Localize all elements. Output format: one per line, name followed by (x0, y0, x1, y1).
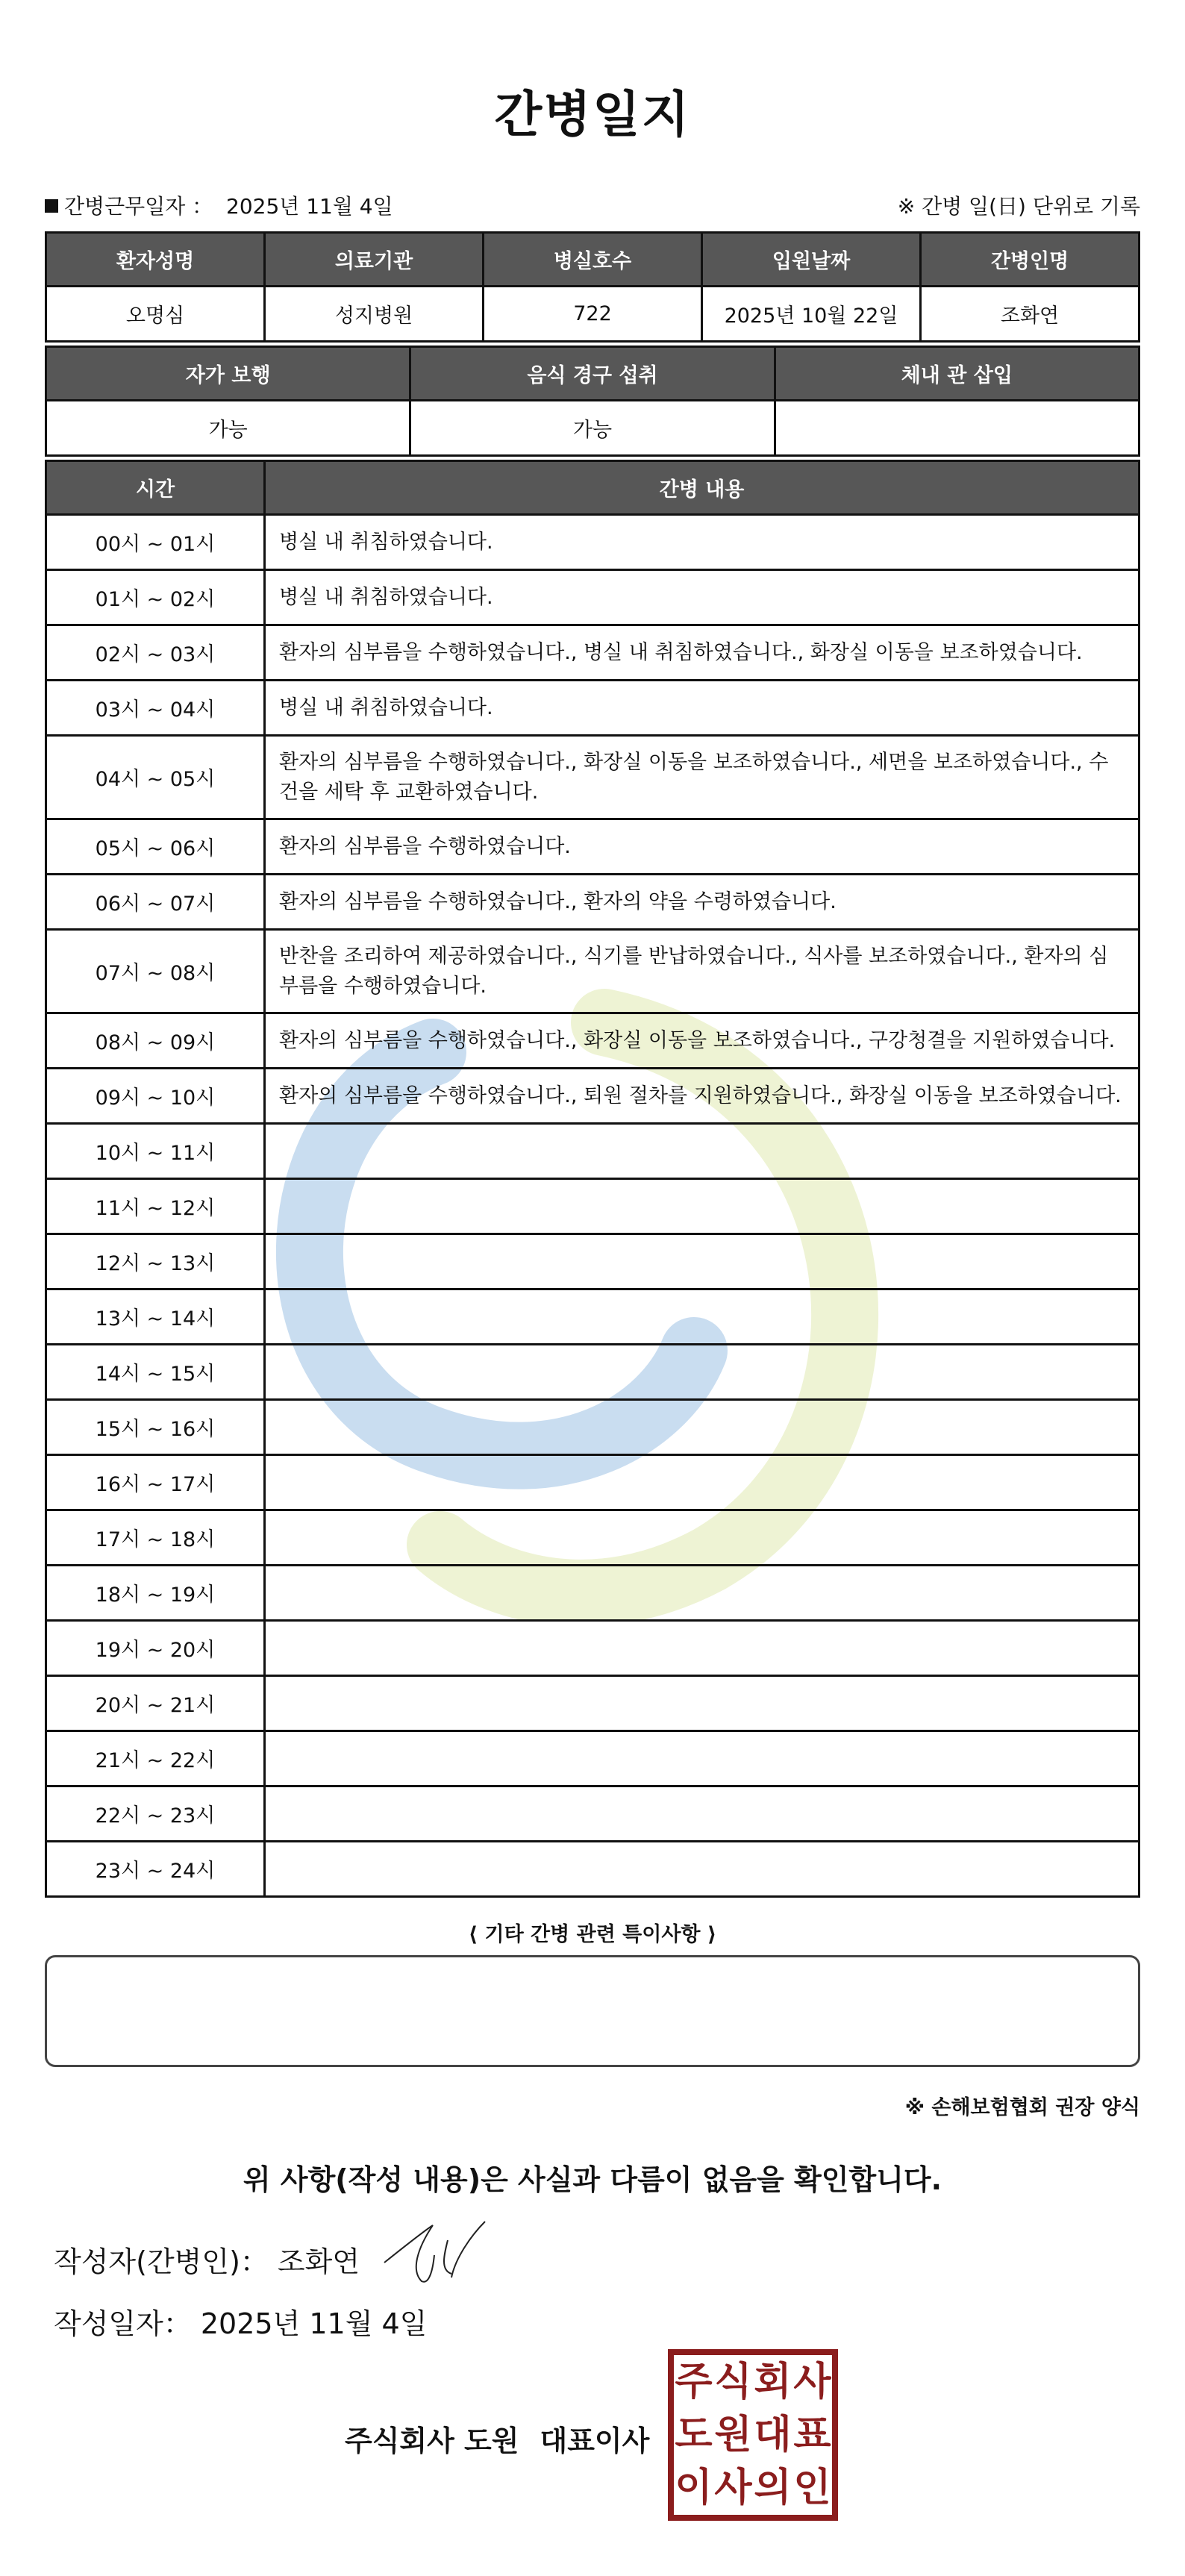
log-content-cell (265, 1234, 1139, 1289)
company-name: 주식회사 도원 (345, 2425, 519, 2457)
room-number: 722 (484, 287, 702, 342)
log-content-cell (265, 1621, 1139, 1676)
log-time-cell: 03시 ~ 04시 (46, 681, 265, 736)
table-row (46, 1842, 1139, 1897)
log-content-cell: 환자의 심부름을 수행하였습니다., 화장실 이동을 보조하였습니다., 세면을 보조하였습니다., 수건을 세탁 후 교환하였습니다. (265, 736, 1139, 819)
log-content-cell: 병실 내 취침하였습니다. (265, 681, 1139, 736)
log-time-cell: 00시 ~ 01시 (46, 515, 265, 570)
confirmation-text: 위 사항(작성 내용)은 사실과 다름이 없음을 확인합니다. (243, 2163, 942, 2196)
table-row (46, 875, 1139, 930)
log-content-cell (265, 1676, 1139, 1731)
write-date-value: 2025년 11월 4일 (200, 2307, 428, 2340)
log-content-cell (265, 1124, 1139, 1179)
table-row (46, 1621, 1139, 1676)
company-seal-stamp (668, 2349, 838, 2521)
patient-status-table (45, 346, 1140, 457)
log-time-cell: 19시 ~ 20시 (46, 1621, 265, 1676)
seal-character: 의 (754, 2465, 792, 2511)
header-time: 시간 (46, 461, 265, 515)
log-content-cell (265, 1345, 1139, 1400)
header-oral-intake: 음식 경구 섭취 (410, 347, 775, 401)
work-date-label: 간병근무일자 ： (64, 194, 213, 219)
log-time-cell: 15시 ~ 16시 (46, 1400, 265, 1455)
seal-character: 도 (675, 2411, 713, 2457)
table-row (46, 681, 1139, 736)
work-date-value: 2025년 11월 4일 (226, 194, 393, 219)
header-care-content: 간병 내용 (265, 461, 1139, 515)
write-date-line (54, 2301, 427, 2342)
table-row (46, 819, 1139, 875)
log-content-cell (265, 1842, 1139, 1897)
signature-image (381, 2218, 493, 2285)
log-content-cell (265, 1455, 1139, 1510)
log-time-cell: 22시 ~ 23시 (46, 1786, 265, 1842)
hospital-name: 성지병원 (265, 287, 484, 342)
caregiver-name: 조화연 (921, 287, 1139, 342)
company-line (345, 2418, 649, 2459)
log-content-cell (265, 1179, 1139, 1234)
table-row (46, 1289, 1139, 1345)
log-content-cell: 반찬을 조리하여 제공하였습니다., 식기를 반납하였습니다., 식사를 보조하였습니다., 환자의 심부름을 수행하였습니다. (265, 930, 1139, 1013)
table-row (46, 736, 1139, 819)
log-time-cell: 05시 ~ 06시 (46, 819, 265, 875)
table-row (46, 1731, 1139, 1786)
log-content-cell: 환자의 심부름을 수행하였습니다., 병실 내 취침하였습니다., 화장실 이동을 보조하였습니다. (265, 625, 1139, 681)
oral-intake-status: 가능 (410, 401, 775, 456)
unit-note: ※ 간병 일(日) 단위로 기록 (897, 194, 1140, 219)
write-date-label: 작성일자： (54, 2307, 192, 2340)
log-time-cell: 11시 ~ 12시 (46, 1179, 265, 1234)
log-time-cell: 20시 ~ 21시 (46, 1676, 265, 1731)
writer-label: 작성자(간병인)： (54, 2245, 269, 2278)
form-note: ※ 손해보험협회 권장 양식 (904, 2096, 1140, 2119)
log-content-cell (265, 1786, 1139, 1842)
square-bullet-icon (45, 199, 58, 213)
header-tube-insertion: 체내 관 삽입 (775, 347, 1139, 401)
seal-character: 대 (754, 2411, 792, 2457)
table-row (46, 1179, 1139, 1234)
notes-box[interactable] (45, 1955, 1140, 2067)
header-walking: 자가 보행 (46, 347, 410, 401)
header-hospital: 의료기관 (265, 233, 484, 287)
work-date (45, 190, 393, 220)
seal-character: 사 (714, 2465, 752, 2511)
log-time-cell: 12시 ~ 13시 (46, 1234, 265, 1289)
seal-character: 주 (675, 2358, 713, 2404)
table-row (46, 1400, 1139, 1455)
table-row (46, 1676, 1139, 1731)
header-caregiver: 간병인명 (921, 233, 1139, 287)
writer-line (54, 2239, 360, 2280)
log-content-cell: 병실 내 취침하였습니다. (265, 570, 1139, 625)
seal-character: 원 (714, 2411, 752, 2457)
log-content-cell (265, 1510, 1139, 1566)
table-row (46, 1345, 1139, 1400)
log-content-cell: 환자의 심부름을 수행하였습니다., 퇴원 절차를 지원하였습니다., 화장실 이동을 보조하였습니다. (265, 1069, 1139, 1124)
log-content-cell: 병실 내 취침하였습니다. (265, 515, 1139, 570)
care-log-rows (46, 515, 1139, 1897)
log-time-cell: 16시 ~ 17시 (46, 1455, 265, 1510)
table-row (46, 1124, 1139, 1179)
seal-character: 회 (754, 2358, 792, 2404)
log-time-cell: 02시 ~ 03시 (46, 625, 265, 681)
log-time-cell: 04시 ~ 05시 (46, 736, 265, 819)
log-time-cell: 14시 ~ 15시 (46, 1345, 265, 1400)
table-row (46, 515, 1139, 570)
table-row (46, 1013, 1139, 1069)
seal-character: 이 (675, 2465, 713, 2511)
tube-insertion-status (775, 401, 1139, 456)
log-time-cell: 08시 ~ 09시 (46, 1013, 265, 1069)
log-time-cell: 01시 ~ 02시 (46, 570, 265, 625)
walking-status: 가능 (46, 401, 410, 456)
table-row (46, 1566, 1139, 1621)
care-log-table (45, 460, 1140, 1898)
log-time-cell: 18시 ~ 19시 (46, 1566, 265, 1621)
notes-title: ⟨ 기타 간병 관련 특이사항 ⟩ (468, 1923, 717, 1946)
header-room: 병실호수 (484, 233, 702, 287)
table-row (46, 1510, 1139, 1566)
log-time-cell: 09시 ~ 10시 (46, 1069, 265, 1124)
log-time-cell: 07시 ~ 08시 (46, 930, 265, 1013)
table-row (46, 1069, 1139, 1124)
log-content-cell: 환자의 심부름을 수행하였습니다., 환자의 약을 수령하였습니다. (265, 875, 1139, 930)
table-row (46, 570, 1139, 625)
admission-date: 2025년 10월 22일 (702, 287, 921, 342)
patient-info-table (45, 231, 1140, 343)
log-time-cell: 17시 ~ 18시 (46, 1510, 265, 1566)
log-content-cell (265, 1289, 1139, 1345)
seal-character: 식 (714, 2358, 752, 2404)
log-time-cell: 23시 ~ 24시 (46, 1842, 265, 1897)
log-time-cell: 06시 ~ 07시 (46, 875, 265, 930)
log-content-cell: 환자의 심부름을 수행하였습니다. (265, 819, 1139, 875)
ceo-title: 대표이사 (540, 2425, 650, 2457)
seal-character: 표 (793, 2411, 831, 2457)
page-title: 간병일지 (494, 86, 691, 143)
table-row (46, 1455, 1139, 1510)
header-admission-date: 입원날짜 (702, 233, 921, 287)
log-time-cell: 10시 ~ 11시 (46, 1124, 265, 1179)
table-row (46, 625, 1139, 681)
table-row (46, 1234, 1139, 1289)
log-content-cell (265, 1566, 1139, 1621)
log-time-cell: 13시 ~ 14시 (46, 1289, 265, 1345)
table-row (46, 1786, 1139, 1842)
seal-character: 인 (793, 2465, 831, 2511)
log-content-cell (265, 1731, 1139, 1786)
seal-character: 사 (793, 2358, 831, 2404)
log-content-cell (265, 1400, 1139, 1455)
table-row (46, 930, 1139, 1013)
log-time-cell: 21시 ~ 22시 (46, 1731, 265, 1786)
writer-name: 조화연 (277, 2245, 360, 2278)
patient-name: 오명심 (46, 287, 265, 342)
log-content-cell: 환자의 심부름을 수행하였습니다., 화장실 이동을 보조하였습니다., 구강청결을 지원하였습니다. (265, 1013, 1139, 1069)
header-patient-name: 환자성명 (46, 233, 265, 287)
